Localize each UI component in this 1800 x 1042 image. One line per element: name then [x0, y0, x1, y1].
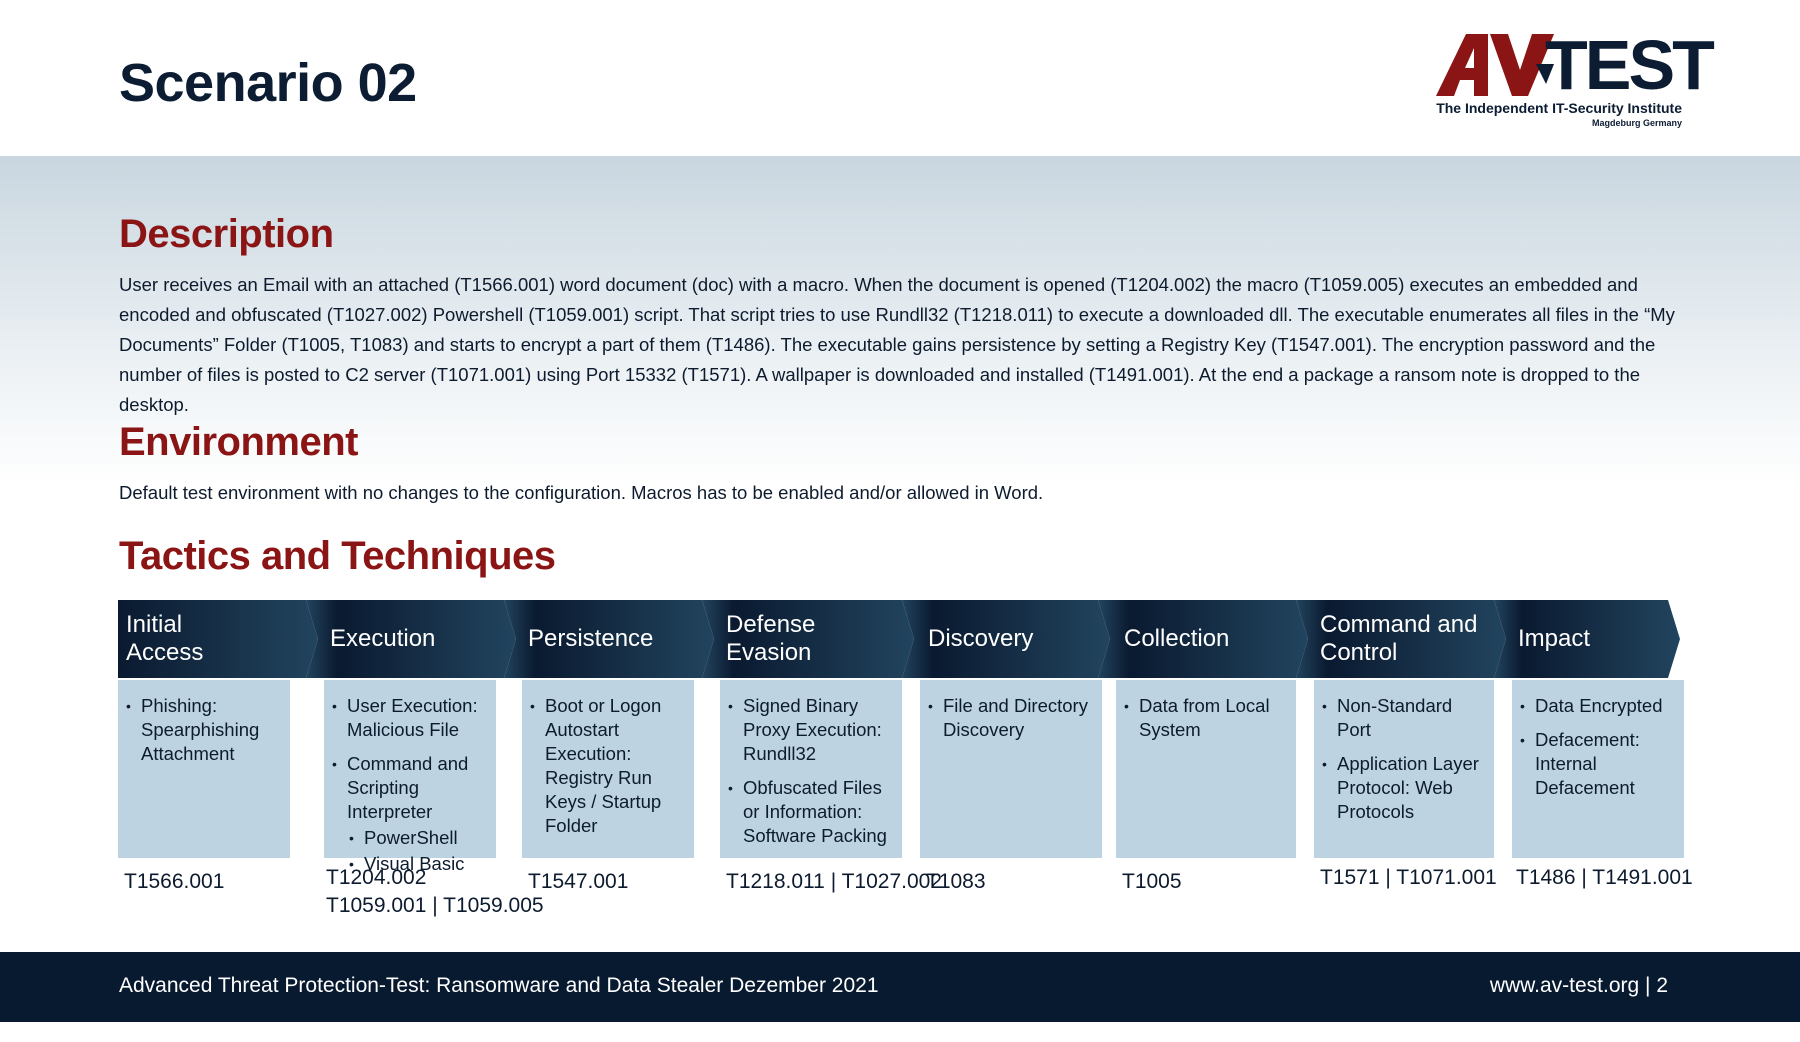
tactic-ids — [1122, 868, 1182, 896]
tactic-header — [118, 600, 318, 678]
technique-ids-line: T1204.002 — [326, 866, 427, 889]
footer-link-page[interactable]: www.av-test.org | 2 — [1489, 974, 1668, 997]
tactic-techniques — [920, 680, 1102, 858]
technique-item: • Application Layer Protocol: Web Protocols — [1320, 752, 1486, 824]
page-footer — [0, 952, 1800, 1022]
tactic-title-line2: Control — [1320, 639, 1398, 666]
technique-item: • Signed Binary Proxy Execution: Rundll32 — [726, 694, 894, 766]
tactic-header — [306, 600, 516, 678]
technique-item: • Non-Standard Port — [1320, 694, 1486, 742]
tactic-ids — [326, 864, 544, 920]
tactic-ids — [124, 868, 224, 896]
page-title: Scenario 02 — [119, 53, 417, 113]
tactic-ids — [926, 868, 986, 896]
technique-item: • Obfuscated Files or Information: Software Packing — [726, 776, 894, 848]
tactic-header — [1296, 600, 1506, 678]
page-header — [0, 0, 1800, 156]
tactic-title: Persistence — [528, 625, 654, 652]
tactic-title: Collection — [1124, 625, 1230, 652]
tactic-header — [1494, 600, 1680, 678]
technique-ids-line: T1005 — [1122, 870, 1182, 893]
technique-item: • Defacement: Internal Defacement — [1518, 728, 1676, 800]
av-logo-mark-icon — [1436, 34, 1554, 96]
tactic-title-line2: Evasion — [726, 639, 812, 666]
technique-item: • Command and Scripting Interpreter — [330, 752, 488, 824]
environment-text: Default test environment with no changes to the configuration. Macros has to be enabled and/or allowed in Word. — [119, 482, 1044, 503]
tactic-title-line2: Access — [126, 639, 204, 666]
tactic-title: Command and — [1320, 611, 1478, 638]
logo-location: Magdeburg Germany — [1591, 118, 1682, 128]
av-test-logo — [1430, 26, 1712, 135]
tactic-ids — [1516, 864, 1693, 892]
environment-heading: Environment — [119, 420, 358, 464]
technique-ids-line: T1547.001 — [528, 870, 629, 893]
technique-ids-line: T1566.001 — [124, 870, 225, 893]
logo-mark-text — [1430, 30, 1431, 31]
technique-ids-line: T1083 — [926, 870, 986, 893]
tactic-title: Initial — [126, 611, 183, 638]
tactic-techniques — [118, 680, 290, 858]
technique-ids-line: T1571 | T1071.001 — [1320, 866, 1497, 889]
tactic-ids — [726, 868, 942, 896]
technique-item: • Phishing: Spearphishing Attachment — [124, 694, 282, 766]
tactic-header — [1098, 600, 1308, 678]
tactic-techniques — [1512, 680, 1684, 858]
tactic-header — [902, 600, 1110, 678]
description-text: User receives an Email with an attached (T1566.001) word document (doc) with a macro. When the document is opened (T1204.002) the macro (T1059.005) executes an embedded and encoded and obfuscated (T1027.002) Powershell (T1059.001) script. That script tries to use Rundll32 (T1218.011) to execute a downloaded dll. The executable enumerates all files in the “My Documents” Folder (T1005, T1083) and starts to encrypt a part of them (T1486). The executable gains persistence by setting a Registry Key (T1547.001). The encryption password and the number of files is posted to C2 server (T1071.001) using Port 15332 (T1571). A wallpaper is downloaded and installed (T1491.001). At the end a package a ransom note is dropped to the desktop. — [119, 274, 1675, 415]
technique-ids-line: T1218.011 | T1027.002 — [726, 870, 943, 893]
tactic-techniques — [522, 680, 694, 858]
tactic-techniques — [1116, 680, 1296, 858]
tactic-header — [504, 600, 714, 678]
tactic-techniques — [720, 680, 902, 858]
description-heading: Description — [119, 212, 334, 256]
tactic-ids — [528, 868, 628, 896]
tactic-techniques — [1314, 680, 1494, 858]
technique-item: • Data from Local System — [1122, 694, 1288, 742]
tactic-header — [702, 600, 914, 678]
technique-item: • User Execution: Malicious File — [330, 694, 488, 742]
logo-name: TEST — [1545, 26, 1712, 104]
technique-subitem: • PowerShell — [347, 826, 488, 850]
technique-item: • File and Directory Discovery — [926, 694, 1094, 742]
tactic-title: Discovery — [928, 625, 1034, 652]
technique-ids-line: T1059.001 | T1059.005 — [326, 894, 544, 917]
tactic-techniques — [324, 680, 496, 874]
tactic-title: Defense — [726, 611, 816, 638]
tactic-title: Execution — [330, 625, 436, 652]
main-content — [0, 156, 1800, 952]
logo-tagline: The Independent IT-Security Institute — [1436, 100, 1682, 116]
tactic-title: Impact — [1518, 625, 1591, 652]
tactics-flow — [118, 600, 1693, 920]
tactics-heading: Tactics and Techniques — [119, 534, 556, 578]
technique-ids-line: T1486 | T1491.001 — [1516, 866, 1693, 889]
technique-item: • Boot or Logon Autostart Execution: Registry Run Keys / Startup Folder — [528, 694, 686, 838]
footer-title: Advanced Threat Protection-Test: Ransomware and Data Stealer Dezember 2021 — [119, 974, 879, 997]
technique-item: • Data Encrypted — [1518, 694, 1676, 718]
tactic-ids — [1320, 864, 1497, 892]
technique-subitem: • Visual Basic — [347, 852, 488, 876]
